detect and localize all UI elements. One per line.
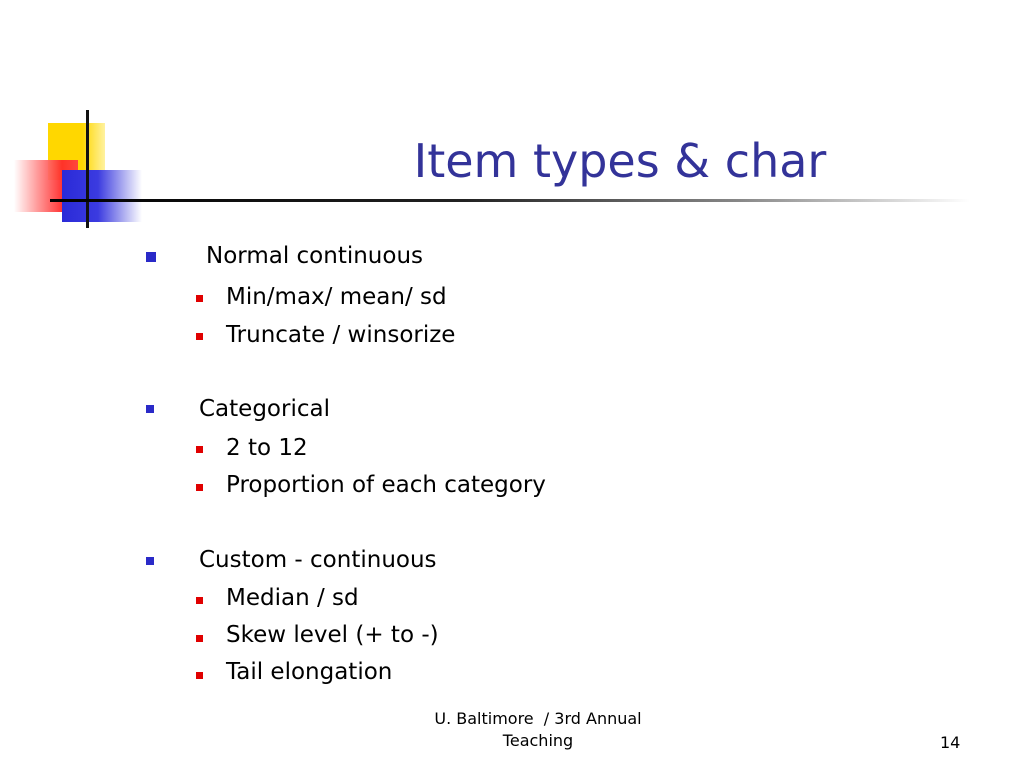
list-item: Tail elongation	[226, 659, 393, 685]
section-heading-categorical: Categorical	[199, 396, 330, 422]
section-bullet-custom	[146, 557, 154, 565]
section-bullet-normal	[146, 252, 156, 262]
sub-bullet	[196, 446, 203, 453]
slide-title: Item types & char	[413, 134, 827, 188]
sub-bullet	[196, 672, 203, 679]
list-item: 2 to 12	[226, 435, 308, 461]
list-item: Skew level (+ to -)	[226, 622, 439, 648]
sub-bullet	[196, 635, 203, 642]
page-number: 14	[940, 733, 961, 752]
list-item: Proportion of each category	[226, 472, 546, 498]
sub-bullet	[196, 597, 203, 604]
list-item: Median / sd	[226, 585, 359, 611]
footer-text	[410, 708, 666, 752]
sub-bullet	[196, 484, 203, 491]
sub-bullet	[196, 295, 203, 302]
section-heading-custom-continuous: Custom - continuous	[199, 547, 437, 573]
sub-bullet	[196, 333, 203, 340]
section-bullet-categorical	[146, 405, 154, 413]
section-heading-normal-continuous: Normal continuous	[206, 243, 424, 269]
footer-line-1: U. Baltimore / 3rd Annual	[434, 709, 642, 728]
list-item: Min/max/ mean/ sd	[226, 284, 447, 310]
footer-line-2: Teaching	[502, 731, 574, 750]
list-item: Truncate / winsorize	[226, 322, 456, 348]
